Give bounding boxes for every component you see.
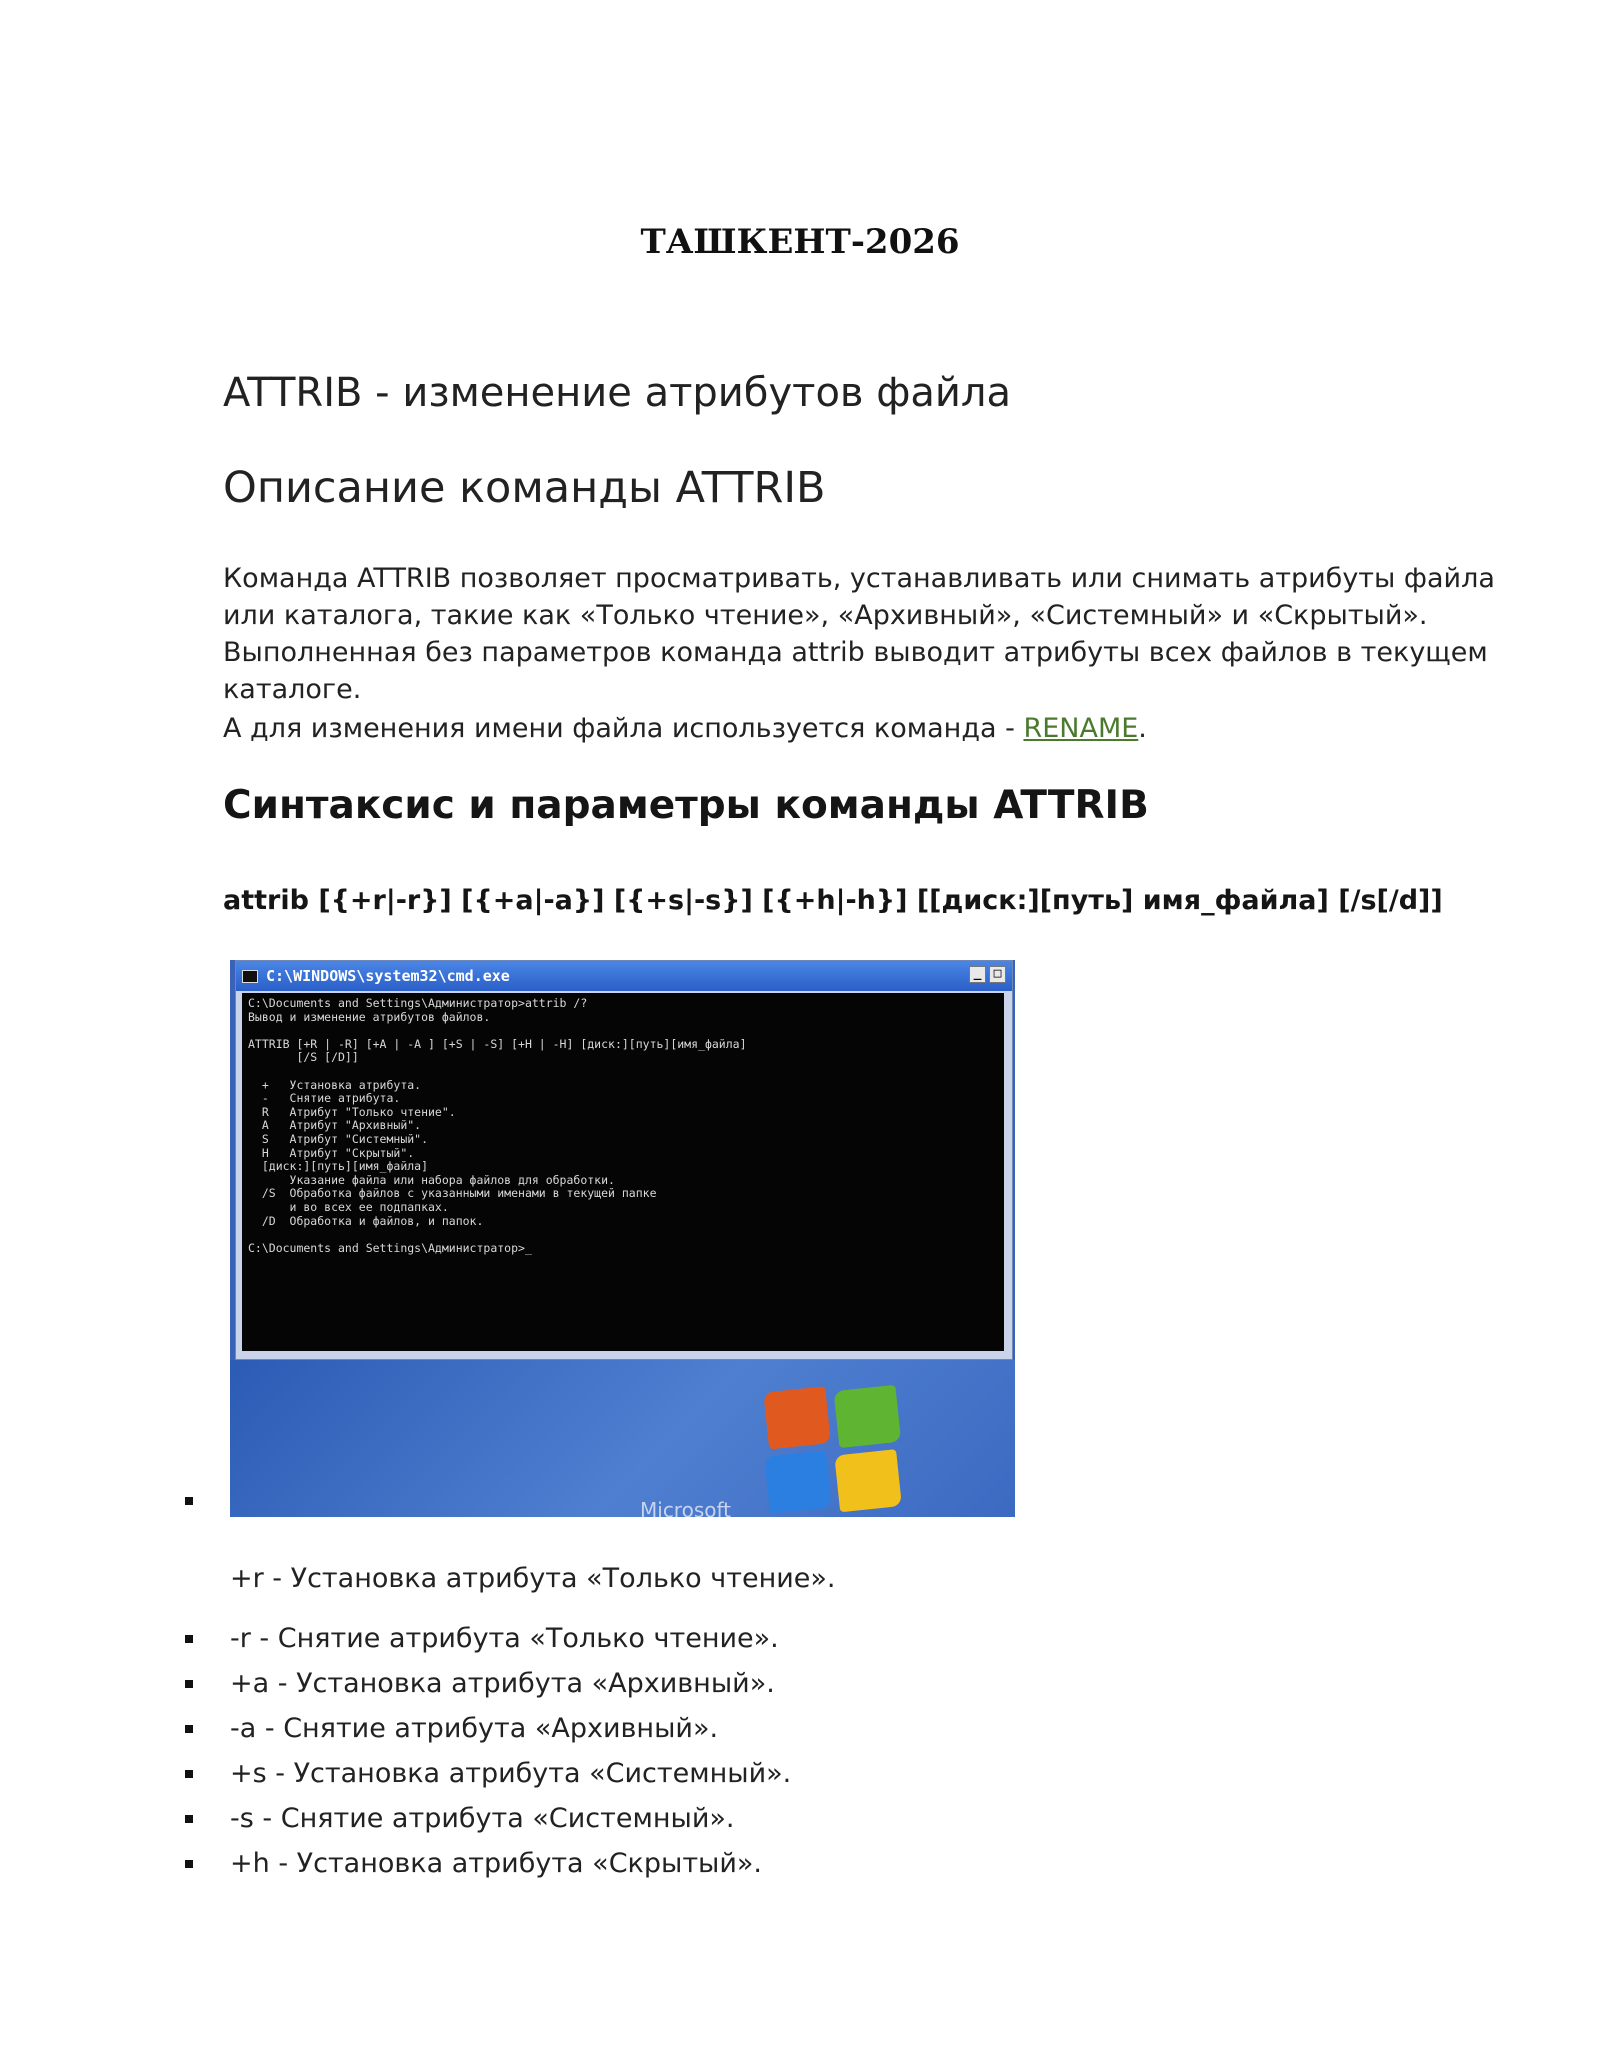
minimize-icon: _ <box>969 966 986 983</box>
rename-paragraph <box>223 710 1523 747</box>
syntax-line: attrib [{+r|-r}] [{+a|-a}] [{+s|-s}] [{+h|-h}] [[диск:][путь] имя_файла] [/s[/d]] <box>223 885 1443 916</box>
list-item-text: +s - Установка атрибута «Системный». <box>230 1758 792 1789</box>
article-title: ATTRIB - изменение атрибутов файла <box>223 370 1011 416</box>
list-item-text: -s - Снятие атрибута «Системный». <box>230 1803 735 1834</box>
list-item <box>230 1802 734 1836</box>
list-item <box>230 1757 791 1791</box>
list-item <box>230 1667 775 1701</box>
syntax-heading: Синтаксис и параметры команды ATTRIB <box>223 783 1149 828</box>
cmd-titlebar <box>236 961 1012 991</box>
bullet-icon <box>185 1860 193 1868</box>
logo-green-pane <box>834 1385 902 1448</box>
bullet-icon <box>185 1815 193 1823</box>
list-item-text: -r - Снятие атрибута «Только чтение». <box>230 1623 779 1654</box>
rename-link[interactable]: RENAME <box>1023 713 1139 744</box>
rename-prefix: А для изменения имени файла используется команда - <box>223 713 1024 744</box>
list-item <box>230 1847 762 1881</box>
description-paragraph: Команда ATTRIB позволяет просматривать, устанавливать или снимать атрибуты файла или каталога, такие как «Только чтение», «Архивный», «Системный» и «Скрытый». Выполненная без параметров команда attrib выводит атрибуты всех файлов в текущем каталоге. <box>223 563 1495 705</box>
logo-yellow-pane <box>834 1449 902 1512</box>
cmd-icon <box>242 970 258 983</box>
console-output: C:\Documents and Settings\Администратор>attrib /? Вывод и изменение атрибутов файлов. ATTRIB [+R | -R] [+A | -A ] [+S | -S] [+H | -H] [диск:][путь][имя_файла] [/S [/D]] + Установка атрибута. - Снятие атрибута. R Атрибут "Только чтение". A Атрибут "Архивный". S Атрибут "Системный". H Атрибут "Скрытый". [диск:][путь][имя_файла] Указание файла или набора файлов для обработки. /S Обработка файлов с указанными именами в текущей папке и во всех ее подпапках. /D Обработка и файлов, и папок. C:\Documents and Settings\Администратор>_ <box>242 993 1004 1351</box>
list-item-text: +h - Установка атрибута «Скрытый». <box>230 1848 763 1879</box>
list-item-first: +r - Установка атрибута «Только чтение». <box>230 1563 836 1594</box>
bullet-icon <box>185 1725 193 1733</box>
maximize-icon: □ <box>989 966 1006 983</box>
logo-blue-pane <box>764 1450 832 1513</box>
xp-desktop <box>230 1360 1015 1517</box>
city-year-title: ТАШКЕНТ-2026 <box>640 222 960 262</box>
list-item-text: +a - Установка атрибута «Архивный». <box>230 1668 775 1699</box>
cmd-window-title: C:\WINDOWS\system32\cmd.exe <box>266 967 510 985</box>
logo-red-pane <box>763 1386 831 1449</box>
cmd-screenshot <box>230 960 1015 1517</box>
description-heading: Описание команды ATTRIB <box>223 463 826 513</box>
list-item-text: -a - Снятие атрибута «Архивный». <box>230 1713 719 1744</box>
cmd-window <box>235 960 1013 1360</box>
windows-logo-icon <box>763 1378 916 1517</box>
list-item <box>230 1712 718 1746</box>
bullet-icon <box>185 1770 193 1778</box>
bullet-icon <box>185 1680 193 1688</box>
bullet-icon <box>185 1635 193 1643</box>
list-item <box>230 1622 779 1656</box>
rename-suffix: . <box>1138 713 1147 744</box>
desktop-brand-text: Microsoft <box>640 1498 732 1517</box>
bullet-icon <box>185 1497 193 1505</box>
